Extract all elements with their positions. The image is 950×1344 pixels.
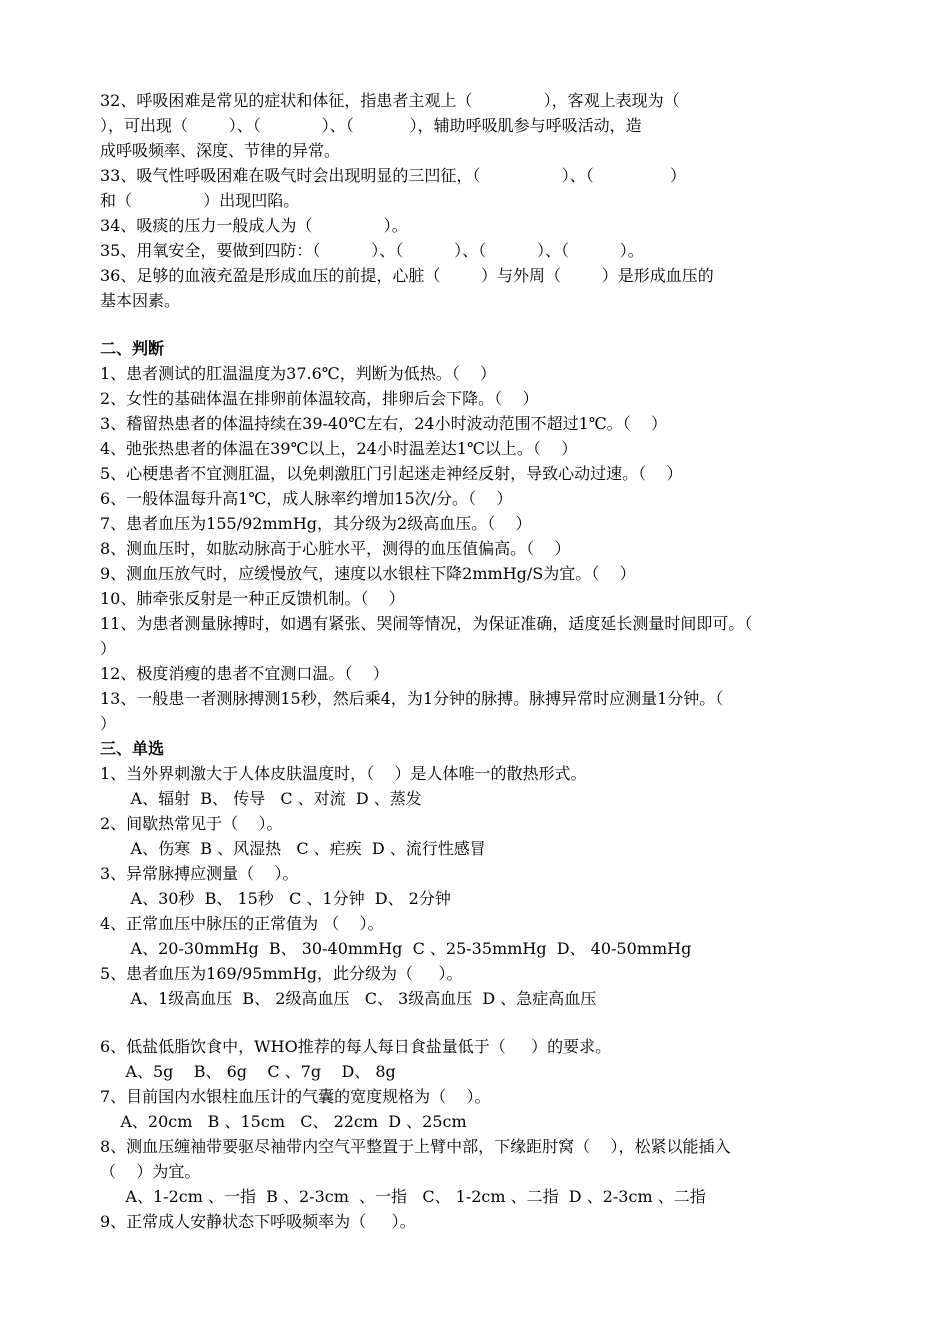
section-heading: 三、单选 bbox=[100, 739, 165, 758]
text-line: 6、低盐低脂饮食中，WHO推荐的每人每日食盐量低于（ ）的要求。 bbox=[100, 1037, 612, 1056]
text-line: 3、异常脉搏应测量（ ）。 bbox=[100, 864, 299, 883]
text-line: A、辐射 B、 传导 C 、对流 D 、蒸发 bbox=[100, 789, 422, 808]
text-line: 8、测血压缠袖带要驱尽袖带内空气平整置于上臂中部，下缘距肘窝（ ），松紧以能插入 bbox=[100, 1137, 731, 1156]
section-heading: 二、判断 bbox=[100, 339, 165, 358]
text-line: A、5g B、 6g C 、7g D、 8g bbox=[100, 1062, 396, 1081]
text-line: 5、心梗患者不宜测肛温，以免刺激肛门引起迷走神经反射，导致心动过速。（ ） bbox=[100, 464, 683, 483]
text-line: 7、患者血压为155/92mmHg，其分级为2级高血压。（ ） bbox=[100, 514, 532, 533]
text-line: A、1级高血压 B、 2级高血压 C、 3级高血压 D 、急症高血压 bbox=[100, 989, 597, 1008]
text-line: 10、肺牵张反射是一种正反馈机制。（ ） bbox=[100, 589, 405, 608]
text-line: A、30秒 B、 15秒 C 、1分钟 D、 2分钟 bbox=[100, 889, 451, 908]
text-line: （ ）为宜。 bbox=[100, 1162, 201, 1181]
text-line: A、伤寒 B 、风湿热 C 、疟疾 D 、流行性感冒 bbox=[100, 839, 486, 858]
text-line: 2、女性的基础体温在排卵前体温较高，排卵后会下降。（ ） bbox=[100, 389, 539, 408]
text-line: 35、用氧安全，要做到四防：（ ）、（ ）、（ ）、（ ）。 bbox=[100, 241, 644, 260]
text-line: ），可出现（ ）、（ ）、（ ），辅助呼吸肌参与呼吸活动，造 bbox=[100, 116, 642, 135]
text-line: 7、目前国内水银柱血压计的气囊的宽度规格为（ ）。 bbox=[100, 1087, 491, 1106]
text-line: 34、吸痰的压力一般成人为（ ）。 bbox=[100, 216, 408, 235]
text-line: 36、足够的血液充盈是形成血压的前提，心脏（ ）与外周（ ）是形成血压的 bbox=[100, 266, 714, 285]
text-line: 11、为患者测量脉搏时，如遇有紧张、哭闹等情况，为保证准确，适度延长测量时间即可。（ bbox=[100, 614, 753, 633]
text-line: 8、测血压时，如肱动脉高于心脏水平，测得的血压值偏高。（ ） bbox=[100, 539, 571, 558]
text-line: 12、极度消瘦的患者不宜测口温。（ ） bbox=[100, 664, 389, 683]
text-line: 6、一般体温每升高1℃，成人脉率约增加15次/分。（ ） bbox=[100, 489, 513, 508]
text-line: 2、间歇热常见于（ ）。 bbox=[100, 814, 283, 833]
text-line: 1、患者测试的肛温温度为37.6℃，判断为低热。（ ） bbox=[100, 364, 497, 383]
text-line: 4、正常血压中脉压的正常值为 （ ）。 bbox=[100, 914, 384, 933]
text-line: A、1-2cm 、一指 B 、2-3cm 、一指 C、 1-2cm 、二指 D 、2-3cm 、二指 bbox=[100, 1187, 706, 1206]
text-line: 1、当外界刺激大于人体皮肤温度时，（ ）是人体唯一的散热形式。 bbox=[100, 764, 587, 783]
text-line: 成呼吸频率、深度、节律的异常。 bbox=[100, 141, 341, 160]
text-line: ） bbox=[100, 639, 117, 658]
text-line: 和（ ）出现凹陷。 bbox=[100, 191, 300, 210]
text-line: 4、弛张热患者的体温在39℃以上，24小时温差达1℃以上。（ ） bbox=[100, 439, 578, 458]
text-line: A、20-30mmHg B、 30-40mmHg C 、25-35mmHg D、 40-50mmHg bbox=[100, 939, 692, 958]
text-line: 9、正常成人安静状态下呼吸频率为（ ）。 bbox=[100, 1212, 416, 1231]
text-line: 5、患者血压为169/95mmHg，此分级为（ ）。 bbox=[100, 964, 463, 983]
text-line: 3、稽留热患者的体温持续在39-40℃左右，24小时波动范围不超过1℃。（ ） bbox=[100, 414, 667, 433]
text-line: ） bbox=[100, 714, 117, 733]
text-line: A、20cm B 、15cm C、 22cm D 、25cm bbox=[100, 1112, 467, 1131]
text-line: 33、吸气性呼吸困难在吸气时会出现明显的三凹征，（ ）、（ ） bbox=[100, 166, 687, 185]
text-line: 基本因素。 bbox=[100, 291, 181, 310]
text-line: 32、呼吸困难是常见的症状和体征，指患者主观上（ ），客观上表现为（ bbox=[100, 91, 680, 110]
text-line: 9、测血压放气时，应缓慢放气，速度以水银柱下降2mmHg/S为宜。（ ） bbox=[100, 564, 636, 583]
text-line: 13、一般患一者测脉搏测15秒，然后乘4，为1分钟的脉搏。脉搏异常时应测量1分钟。（ bbox=[100, 689, 724, 708]
